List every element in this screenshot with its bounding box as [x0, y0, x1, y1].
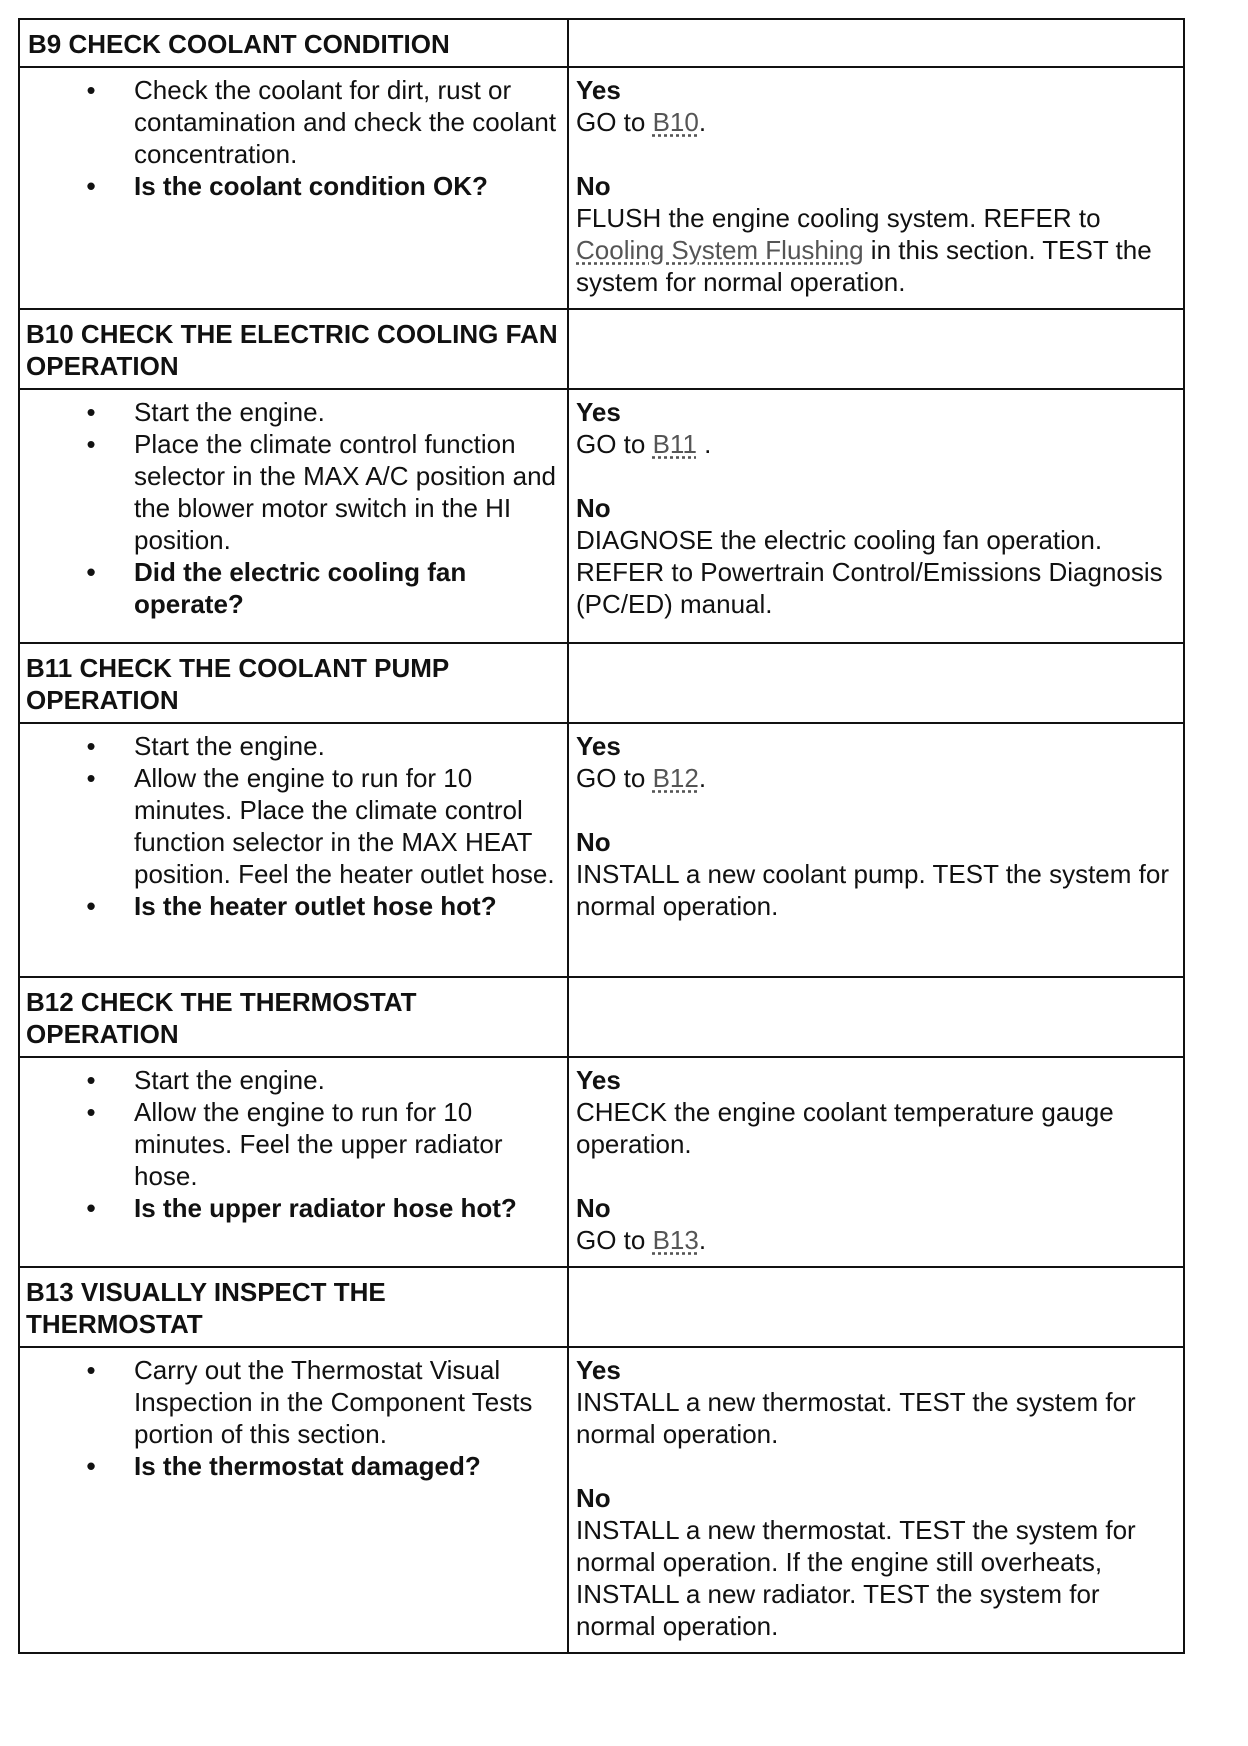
step-results-b9 [568, 67, 1184, 309]
step-header-blank [568, 1267, 1184, 1347]
action-list [28, 1064, 559, 1224]
no-action: INSTALL a new coolant pump. TEST the system for normal operation. [576, 859, 1169, 921]
yes-label: Yes [576, 397, 621, 427]
step-results-b12 [568, 1057, 1184, 1267]
link-b10[interactable]: B10 [652, 107, 699, 137]
step-header-row [19, 1267, 1184, 1347]
step-results-b10 [568, 389, 1184, 643]
bullet-icon: • [86, 1451, 96, 1481]
yes-action: GO to B10. [576, 107, 707, 137]
step-title-b13: B13 VISUALLY INSPECT THE THERMOSTAT [19, 1267, 568, 1347]
yes-action: INSTALL a new thermostat. TEST the system for normal operation. [576, 1387, 1136, 1449]
action-list [28, 396, 559, 620]
question-item: • Did the electric cooling fan operate? [28, 556, 559, 620]
bullet-icon: • [86, 1193, 96, 1223]
step-title-b9: B9 CHECK COOLANT CONDITION [19, 19, 568, 67]
no-action: GO to B13. [576, 1225, 707, 1255]
bullet-icon: • [86, 731, 96, 761]
bullet-icon: • [86, 171, 96, 201]
action-item: • Allow the engine to run for 10 minutes. Feel the upper radiator hose. [28, 1096, 559, 1192]
bullet-icon: • [86, 557, 96, 587]
step-header-row [19, 19, 1184, 67]
step-header-blank [568, 643, 1184, 723]
bullet-icon: • [86, 1097, 96, 1127]
step-results-b11 [568, 723, 1184, 977]
yes-label: Yes [576, 1065, 621, 1095]
step-actions-b11 [19, 723, 568, 977]
no-label: No [576, 1483, 611, 1513]
bullet-icon: • [86, 397, 96, 427]
question-item: • Is the thermostat damaged? [28, 1450, 559, 1482]
bullet-icon: • [86, 763, 96, 793]
step-body-row [19, 389, 1184, 643]
step-header-blank [568, 977, 1184, 1057]
action-item: • Check the coolant for dirt, rust or contamination and check the coolant concentration. [28, 74, 559, 170]
step-header-row [19, 643, 1184, 723]
question-item: • Is the upper radiator hose hot? [28, 1192, 559, 1224]
link-b12[interactable]: B12 [652, 763, 699, 793]
step-results-b13 [568, 1347, 1184, 1653]
step-header-blank [568, 309, 1184, 389]
step-actions-b13 [19, 1347, 568, 1653]
action-list [28, 74, 559, 202]
no-label: No [576, 827, 611, 857]
pinpoint-test-table [18, 18, 1185, 1654]
bullet-icon: • [86, 75, 96, 105]
link-cooling-system-flushing[interactable]: Cooling System Flushing [576, 235, 864, 265]
no-action: FLUSH the engine cooling system. REFER to Cooling System Flushing in this section. TEST the system for normal operation. [576, 203, 1152, 297]
yes-label: Yes [576, 75, 621, 105]
step-actions-b9 [19, 67, 568, 309]
action-item: • Start the engine. [28, 730, 559, 762]
step-actions-b12 [19, 1057, 568, 1267]
yes-label: Yes [576, 1355, 621, 1385]
action-item: • Start the engine. [28, 1064, 559, 1096]
link-b11[interactable]: B11 [652, 429, 697, 459]
question-item: • Is the coolant condition OK? [28, 170, 559, 202]
step-body-row [19, 1347, 1184, 1653]
action-item: • Place the climate control function selector in the MAX A/C position and the blower motor switch in the HI position. [28, 428, 559, 556]
bullet-icon: • [86, 891, 96, 921]
step-body-row [19, 67, 1184, 309]
yes-action: GO to B12. [576, 763, 707, 793]
bullet-icon: • [86, 1065, 96, 1095]
action-item: • Start the engine. [28, 396, 559, 428]
no-label: No [576, 493, 611, 523]
yes-action: CHECK the engine coolant temperature gauge operation. [576, 1097, 1114, 1159]
action-list [28, 1354, 559, 1482]
link-b13[interactable]: B13 [652, 1225, 699, 1255]
no-action: DIAGNOSE the electric cooling fan operation. REFER to Powertrain Control/Emissions Diagnosis (PC/ED) manual. [576, 525, 1163, 619]
step-body-row [19, 1057, 1184, 1267]
bullet-icon: • [86, 429, 96, 459]
step-header-blank [568, 19, 1184, 67]
question-item: • Is the heater outlet hose hot? [28, 890, 559, 922]
no-label: No [576, 171, 611, 201]
yes-label: Yes [576, 731, 621, 761]
diagnostic-table-page [18, 18, 1183, 1654]
step-title-b11: B11 CHECK THE COOLANT PUMP OPERATION [19, 643, 568, 723]
action-item: • Carry out the Thermostat Visual Inspection in the Component Tests portion of this section. [28, 1354, 559, 1450]
step-title-b10: B10 CHECK THE ELECTRIC COOLING FAN OPERATION [19, 309, 568, 389]
step-body-row [19, 723, 1184, 977]
step-header-row [19, 309, 1184, 389]
action-list [28, 730, 559, 922]
yes-action: GO to B11 . [576, 429, 712, 459]
no-action: INSTALL a new thermostat. TEST the system for normal operation. If the engine still overheats, INSTALL a new radiator. TEST the system for normal operation. [576, 1515, 1136, 1641]
step-actions-b10 [19, 389, 568, 643]
bullet-icon: • [86, 1355, 96, 1385]
step-title-b12: B12 CHECK THE THERMOSTAT OPERATION [19, 977, 568, 1057]
action-item: • Allow the engine to run for 10 minutes. Place the climate control function selector in the MAX HEAT position. Feel the heater outlet hose. [28, 762, 559, 890]
no-label: No [576, 1193, 611, 1223]
step-header-row [19, 977, 1184, 1057]
